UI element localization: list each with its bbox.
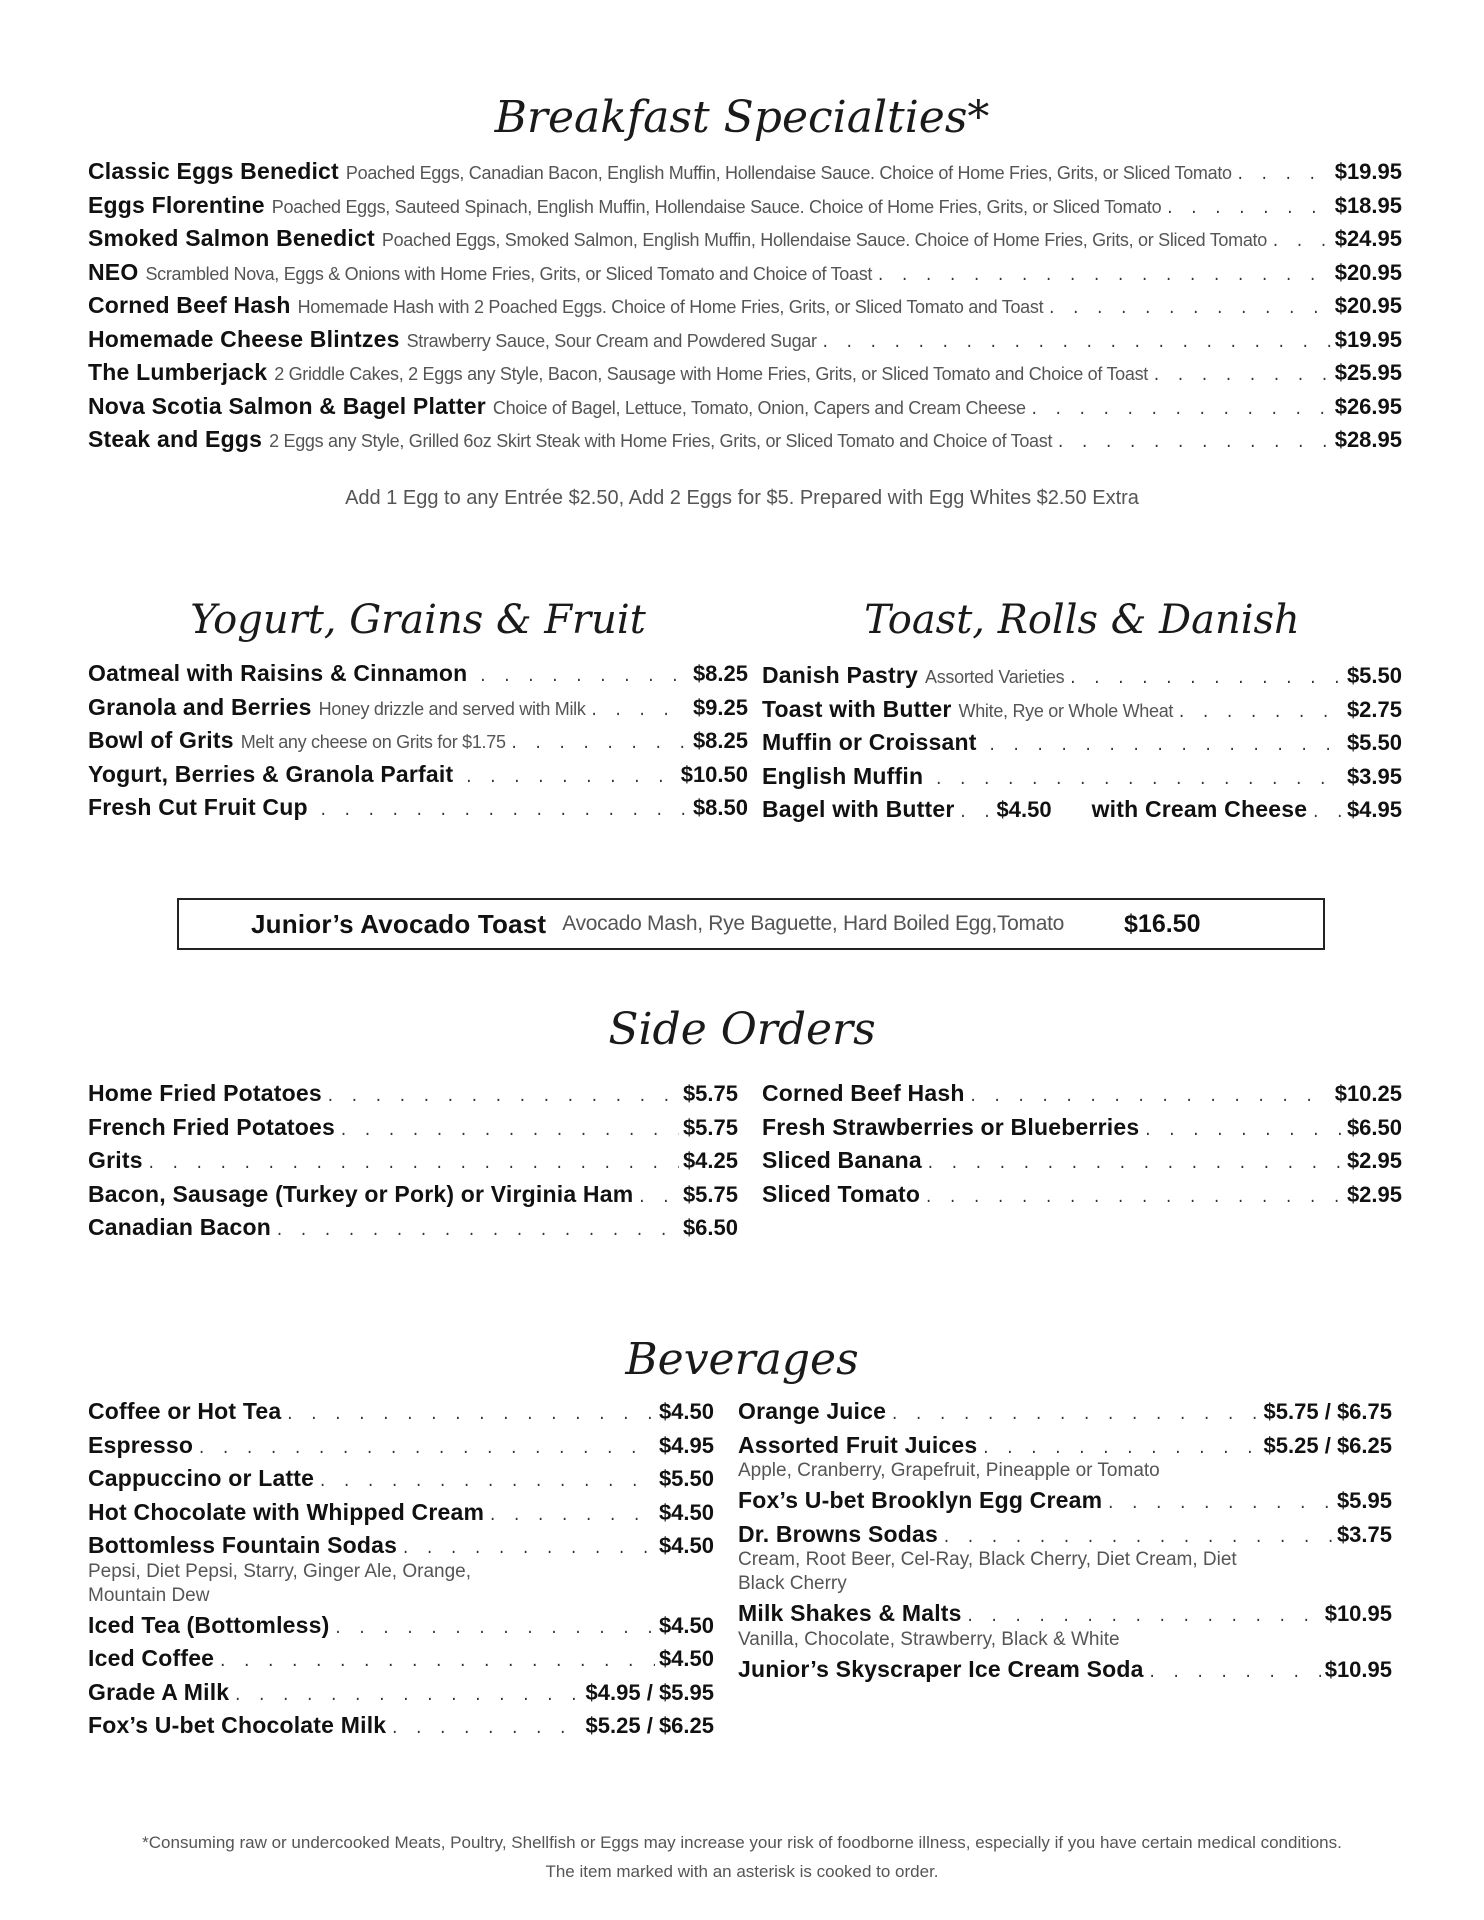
menu-item — [738, 1398, 1392, 1432]
item-price: $2.95 — [1346, 1181, 1402, 1207]
menu-item — [88, 794, 748, 828]
item-desc: 2 Griddle Cakes, 2 Eggs any Style, Bacon, Sausage with Home Fries, Grits, or Sliced Tomato and Choice of Toast — [274, 364, 1148, 384]
menu-item — [88, 1398, 714, 1432]
item-name: Iced Tea (Bottomless) — [88, 1611, 330, 1638]
leader-dots — [1106, 1496, 1333, 1513]
disclaimer-line: *Consuming raw or undercooked Meats, Poultry, Shellfish or Eggs may increase your risk of foodborne illness, especially if you have certain medical conditions. — [142, 1833, 1342, 1852]
leader-dots — [821, 335, 1331, 352]
item-price: $4.95 — [658, 1432, 714, 1458]
item-name: Fresh Cut Fruit Cup — [88, 794, 308, 820]
item-price: $4.95 — [1346, 797, 1402, 822]
item-name: Steak and Eggs — [88, 426, 263, 452]
leader-dots — [1047, 301, 1330, 318]
item-price: $4.50 — [658, 1646, 714, 1671]
leader-dots — [233, 1688, 581, 1705]
menu-item — [88, 660, 748, 694]
beverages-title: Beverages — [625, 1334, 859, 1385]
featured-item-desc: Avocado Mash, Rye Baguette, Hard Boiled Egg,Tomato — [562, 912, 1065, 935]
menu-item — [762, 1147, 1402, 1181]
item-name: Toast with Butter — [762, 695, 952, 722]
item-price: $5.75 — [682, 1114, 738, 1140]
item-options: Cream, Root Beer, Cel-Ray, Black Cherry, Diet Cream, Diet Black Cherry — [738, 1549, 1237, 1594]
menu-item — [88, 1181, 738, 1215]
leader-dots — [969, 1089, 1331, 1106]
item-name: Sliced Banana — [762, 1147, 922, 1173]
item-price: $5.75 — [682, 1081, 738, 1106]
menu-item — [88, 158, 1402, 192]
item-price: $3.95 — [1346, 763, 1402, 789]
item-name: Bottomless Fountain Sodas — [88, 1532, 398, 1558]
item-desc: Melt any cheese on Grits for $1.75 — [240, 732, 506, 752]
item-price: $4.50 — [658, 1612, 714, 1638]
item-price: $8.25 — [692, 661, 748, 686]
leader-dots — [981, 1441, 1259, 1458]
menu-item — [762, 1080, 1402, 1114]
item-name: Granola and Berries — [88, 693, 312, 720]
leader-dots — [942, 1530, 1333, 1547]
item-price: $4.25 — [682, 1148, 738, 1173]
leader-dots — [147, 1156, 679, 1173]
item-desc: 2 Eggs any Style, Grilled 6oz Skirt Steak with Home Fries, Grits, or Sliced Tomato and Choice of Toast — [269, 431, 1053, 451]
menu-item-bagel — [762, 796, 1402, 830]
item-price: $26.95 — [1334, 393, 1402, 419]
item-price: $19.95 — [1334, 159, 1402, 184]
item-name: Bowl of Grits — [88, 727, 234, 753]
item-desc: Scrambled Nova, Eggs & Onions with Home Fries, Grits, or Sliced Tomato and Choice of Toast — [145, 263, 873, 284]
toast-title: Toast, Rolls & Danish — [864, 597, 1300, 643]
disclaimer-line: The item marked with an asterisk is cooked to order. — [545, 1862, 939, 1881]
item-price: $5.50 — [1346, 663, 1402, 688]
leader-dots — [924, 1190, 1343, 1207]
item-price: $2.75 — [1346, 696, 1402, 722]
menu-item — [88, 192, 1402, 226]
item-name: NEO — [88, 258, 139, 285]
menu-item — [88, 694, 748, 728]
item-price: $4.50 — [658, 1533, 714, 1558]
menu-item — [88, 727, 748, 761]
item-desc: Strawberry Sauce, Sour Cream and Powdered Sugar — [406, 330, 817, 351]
item-name: with Cream Cheese — [1091, 796, 1308, 822]
menu-item — [88, 292, 1402, 326]
item-name: Yogurt, Berries & Granola Parfait — [88, 760, 454, 787]
leader-dots — [966, 1609, 1321, 1626]
leader-dots — [275, 1223, 679, 1240]
leader-dots — [934, 772, 1343, 789]
item-name: Grits — [88, 1147, 143, 1173]
leader-dots — [319, 803, 689, 820]
item-desc: Poached Eggs, Sauteed Spinach, English Muffin, Hollendaise Sauce. Choice of Home Fries, Grits, or Sliced Tomato — [271, 196, 1162, 217]
menu-item — [88, 1114, 738, 1148]
menu-item — [762, 1114, 1402, 1148]
leader-dots — [1236, 167, 1331, 184]
sides-left-list — [88, 1080, 738, 1248]
item-name: Classic Eggs Benedict — [88, 158, 339, 184]
yogurt-title: Yogurt, Grains & Fruit — [190, 597, 646, 643]
item-name: Bagel with Butter — [762, 796, 955, 822]
leader-dots — [988, 738, 1343, 755]
menu-item — [88, 393, 1402, 427]
item-price: $8.50 — [692, 795, 748, 820]
item-price: $10.50 — [680, 761, 748, 787]
item-name: Canadian Bacon — [88, 1214, 272, 1240]
menu-item — [88, 761, 748, 795]
menu-item — [88, 1214, 738, 1248]
item-price: $6.50 — [1346, 1114, 1402, 1140]
menu-item — [88, 1499, 714, 1533]
item-name: Danish Pastry — [762, 662, 918, 688]
menu-item — [88, 359, 1402, 393]
item-name: Coffee or Hot Tea — [88, 1398, 282, 1424]
item-name: Junior’s Skyscraper Ice Cream Soda — [738, 1655, 1144, 1682]
leader-dots — [318, 1474, 655, 1491]
menu-item — [88, 1147, 738, 1181]
menu-item — [88, 1612, 714, 1646]
item-name: French Fried Potatoes — [88, 1113, 336, 1140]
leader-dots — [510, 736, 689, 753]
leader-dots — [339, 1123, 679, 1140]
yogurt-list — [88, 660, 748, 828]
leader-dots — [926, 1156, 1343, 1173]
leader-dots — [1148, 1665, 1321, 1682]
leader-dots — [1030, 402, 1331, 419]
menu-item — [88, 1645, 714, 1679]
menu-item — [88, 426, 1402, 460]
item-name: Dr. Browns Sodas — [738, 1520, 939, 1547]
item-name: Corned Beef Hash — [88, 292, 291, 318]
breakfast-title: Breakfast Specialties* — [494, 92, 990, 143]
leader-dots — [590, 703, 689, 720]
item-name: Cappuccino or Latte — [88, 1465, 315, 1491]
leader-dots — [218, 1654, 655, 1671]
leader-dots — [334, 1621, 655, 1638]
item-name: Corned Beef Hash — [762, 1080, 965, 1106]
sides-right-list — [762, 1080, 1402, 1214]
item-name: Orange Juice — [738, 1398, 887, 1424]
menu-item — [88, 1679, 714, 1713]
leader-dots — [488, 1508, 655, 1525]
item-price: $5.75 / $6.75 — [1263, 1399, 1392, 1424]
item-name: Fresh Strawberries or Blueberries — [762, 1113, 1140, 1140]
item-name: The Lumberjack — [88, 359, 268, 385]
toast-list — [762, 662, 1402, 830]
item-desc: Honey drizzle and served with Milk — [318, 698, 586, 719]
item-name: Grade A Milk — [88, 1678, 230, 1705]
item-price: $4.95 / $5.95 — [585, 1679, 714, 1705]
beverages-right-list — [738, 1398, 1392, 1689]
item-price: $19.95 — [1334, 326, 1402, 352]
item-price: $9.25 — [692, 694, 748, 720]
item-name: Milk Shakes & Malts — [738, 1600, 962, 1626]
item-name: Fox’s U-bet Brooklyn Egg Cream — [738, 1487, 1103, 1513]
item-name: Hot Chocolate with Whipped Cream — [88, 1498, 485, 1525]
item-name: Oatmeal with Raisins & Cinnamon — [88, 660, 468, 686]
leader-dots — [326, 1089, 679, 1106]
item-price: $18.95 — [1334, 192, 1402, 218]
leader-dots — [1068, 671, 1343, 688]
item-name: Iced Coffee — [88, 1645, 215, 1671]
leader-dots — [1271, 234, 1331, 251]
menu-item — [762, 662, 1402, 696]
item-options: Vanilla, Chocolate, Strawberry, Black & White — [738, 1628, 1120, 1650]
item-price: $4.50 — [996, 797, 1052, 822]
item-desc: Homemade Hash with 2 Poached Eggs. Choice of Home Fries, Grits, or Sliced Tomato and Toast — [297, 297, 1044, 317]
item-price: $5.75 — [682, 1181, 738, 1207]
item-name: Bacon, Sausage (Turkey or Pork) or Virginia Ham — [88, 1180, 634, 1207]
leader-dots — [1311, 805, 1343, 822]
leader-dots — [876, 268, 1331, 285]
item-name: Smoked Salmon Benedict — [88, 225, 375, 251]
item-price: $5.25 / $6.25 — [585, 1713, 714, 1738]
menu-item — [88, 225, 1402, 259]
item-name: Espresso — [88, 1431, 194, 1458]
menu-item — [738, 1487, 1392, 1521]
item-desc: Poached Eggs, Canadian Bacon, English Muffin, Hollendaise Sauce. Choice of Home Fries, Grits, or Sliced Tomato — [345, 163, 1232, 183]
leader-dots — [1177, 705, 1343, 722]
item-name: Sliced Tomato — [762, 1180, 921, 1207]
item-price: $10.25 — [1334, 1081, 1402, 1106]
leader-dots — [478, 669, 689, 686]
item-price: $6.50 — [682, 1215, 738, 1240]
sides-title: Side Orders — [608, 1004, 876, 1055]
item-desc: Poached Eggs, Smoked Salmon, English Muffin, Hollendaise Sauce. Choice of Home Fries, Grits, or Sliced Tomato — [381, 230, 1267, 250]
item-price: $3.75 — [1336, 1521, 1392, 1547]
leader-dots — [890, 1407, 1259, 1424]
leader-dots — [401, 1541, 655, 1558]
menu-item — [88, 259, 1402, 293]
featured-item-price: $16.50 — [1124, 909, 1201, 938]
leader-dots — [637, 1190, 679, 1207]
menu-item — [88, 1465, 714, 1499]
leader-dots — [390, 1721, 581, 1738]
menu-item — [88, 1080, 738, 1114]
leader-dots — [959, 805, 993, 822]
item-price: $10.95 — [1324, 1601, 1392, 1626]
menu-item — [762, 1181, 1402, 1215]
item-options: Pepsi, Diet Pepsi, Starry, Ginger Ale, Orange, Mountain Dew — [88, 1560, 471, 1606]
featured-item-name: Junior’s Avocado Toast — [251, 908, 547, 939]
featured-item-box — [177, 898, 1325, 950]
item-price: $2.95 — [1346, 1148, 1402, 1173]
egg-addon-note: Add 1 Egg to any Entrée $2.50, Add 2 Eggs for $5. Prepared with Egg Whites $2.50 Extra — [345, 487, 1139, 509]
menu-item — [762, 696, 1402, 730]
leader-dots — [1143, 1123, 1343, 1140]
leader-dots — [197, 1441, 655, 1458]
menu-item — [88, 326, 1402, 360]
item-price: $10.95 — [1324, 1656, 1392, 1682]
item-name: Assorted Fruit Juices — [738, 1431, 978, 1458]
item-name: Eggs Florentine — [88, 191, 265, 218]
item-desc: Assorted Varieties — [925, 667, 1065, 687]
item-name: Home Fried Potatoes — [88, 1080, 322, 1106]
item-price: $28.95 — [1334, 427, 1402, 452]
beverages-left-list — [88, 1398, 714, 1746]
menu-item — [738, 1656, 1392, 1690]
leader-dots — [1152, 368, 1331, 385]
item-desc: White, Rye or Whole Wheat — [958, 700, 1174, 721]
item-price: $25.95 — [1334, 360, 1402, 385]
item-name: Fox’s U-bet Chocolate Milk — [88, 1712, 387, 1738]
item-name: Nova Scotia Salmon & Bagel Platter — [88, 392, 486, 419]
item-name: English Muffin — [762, 762, 924, 789]
leader-dots — [1056, 435, 1331, 452]
footer-disclaimer — [0, 1828, 1484, 1886]
item-price: $8.25 — [692, 728, 748, 753]
leader-dots — [1165, 201, 1330, 218]
item-price: $20.95 — [1334, 293, 1402, 318]
menu-item — [762, 763, 1402, 797]
item-desc: Choice of Bagel, Lettuce, Tomato, Onion, Capers and Cream Cheese — [492, 397, 1026, 418]
item-price: $4.50 — [658, 1399, 714, 1424]
leader-dots — [464, 770, 676, 787]
item-name: Muffin or Croissant — [762, 729, 977, 755]
menu-item — [762, 729, 1402, 763]
item-price: $24.95 — [1334, 226, 1402, 251]
item-options: Apple, Cranberry, Grapefruit, Pineapple or Tomato — [738, 1460, 1160, 1481]
item-price: $5.25 / $6.25 — [1263, 1432, 1392, 1458]
item-name: Homemade Cheese Blintzes — [88, 325, 400, 352]
item-price: $20.95 — [1334, 259, 1402, 285]
breakfast-list — [88, 158, 1402, 460]
item-price: $5.50 — [1346, 730, 1402, 755]
item-price: $4.50 — [658, 1499, 714, 1525]
leader-dots — [285, 1407, 655, 1424]
item-price: $5.95 — [1336, 1488, 1392, 1513]
menu-item — [88, 1432, 714, 1466]
menu-item — [88, 1712, 714, 1746]
item-price: $5.50 — [658, 1466, 714, 1491]
